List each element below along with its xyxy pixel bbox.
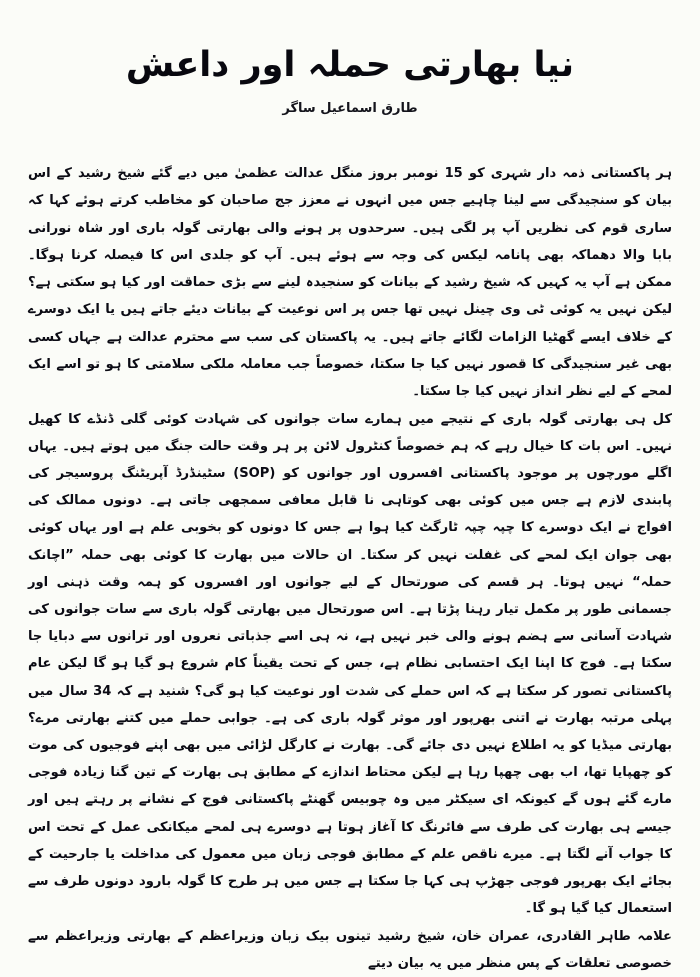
article-paragraph: علامہ طاہر القادری، عمران خان، شیخ رشید تینوں بیک زبان وزیراعظم کے بھارتی وزیراعظم سے خصوصی تعلقات کے پس منظر میں یہ بیان دیتے <box>28 928 672 972</box>
article-masthead <box>28 0 672 116</box>
article-body <box>28 160 672 977</box>
article-paragraph: ہر پاکستانی ذمہ دار شہری کو 15 نومبر بروز منگل عدالت عظمیٰ میں دیے گئے شیخ رشید کے اس بیان کو سنجیدگی سے لینا چاہیے جس میں انہوں نے معزز جج صاحبان کو مخاطب کرتے ہوئے کہا کہ ساری قوم کی نظریں آپ پر لگی ہیں۔ سرحدوں پر ہونے والی بھارتی گولہ باری اور شاہ نورانی بابا والا دھماکہ بھی پانامہ لیکس کی وجہ سے ہوئے ہیں۔ آپ کو جلدی اس کا فیصلہ کرنا ہوگا۔ ممکن ہے آپ یہ کہیں کہ شیخ رشید کے بیانات کو سنجیدہ لینے سے بڑی حماقت اور کیا ہو سکتی ہے؟ لیکن نہیں یہ کوئی ٹی وی چینل نہیں تھا جس پر اس نوعیت کے بیانات دیئے جاتے ہیں یا ایک دوسرے کے خلاف ایسے گھٹیا الزامات لگائے جاتے ہیں۔ یہ پاکستان کی سب سے محترم عدالت ہے جہاں کسی بھی غیر سنجیدگی کا قصور نہیں کیا جا سکتا، خصوصاً جب معاملہ ملکی سلامتی کا ہو تو اسے ایک لمحے کے لیے نظر انداز نہیں کیا جا سکتا۔ <box>28 166 672 399</box>
article-byline: طارق اسماعیل ساگر <box>282 100 418 116</box>
article-paragraph: کل ہی بھارتی گولہ باری کے نتیجے میں ہمارے سات جوانوں کی شہادت کوئی گلی ڈنڈے کا کھیل نہیں۔ اس بات کا خیال رہے کہ ہم خصوصاً کنٹرول لائن پر ہر وقت حالت جنگ میں ہوتے ہیں۔ یہاں اگلے مورچوں پر موجود پاکستانی افسروں اور جوانوں کو (SOP) سٹینڈرڈ آپریٹنگ پروسیجر کی پابندی لازم ہے جس میں کوئی بھی کوتاہی نا قابل معافی سمجھی جاتی ہے۔ دونوں ممالک کی افواج نے ایک دوسرے کا چپہ چپہ ٹارگٹ کیا ہوا ہے جس کا دونوں کو بخوبی علم ہے اور یہاں کوئی بھی جوان ایک لمحے کی غفلت نہیں کر سکتا۔ ان حالات میں بھارت کا کوئی بھی حملہ ”اچانک حملہ“ نہیں ہوتا۔ ہر قسم کی صورتحال کے لیے جوانوں اور افسروں کو ہمہ وقت ذہنی اور جسمانی طور پر مکمل تیار رہنا پڑتا ہے۔ اس صورتحال میں بھارتی گولہ باری سے سات جوانوں کی شہادت آسانی سے ہضم ہونے والی خبر نہیں ہے، نہ ہی اسے جذباتی نعروں اور ترانوں سے دبایا جا سکتا ہے۔ فوج کا اپنا ایک احتسابی نظام ہے، جس کے تحت یقیناً کام شروع ہو گیا ہو گا لیکن عام پاکستانی تصور کر سکتا ہے کہ اس حملے کی شدت اور نوعیت کیا ہو گی؟ شنید ہے کہ 34 سال میں پہلی مرتبہ بھارت نے اتنی بھرپور اور موثر گولہ باری کی ہے۔ جوابی حملے میں کتنے بھارتی مرے؟ بھارتی میڈیا کو یہ اطلاع نہیں دی جائے گی۔ بھارت نے کارگل لڑائی میں بھی اپنے فوجیوں کی موت کو چھپایا تھا، اب بھی چھپا رہا ہے لیکن محتاط اندازے کے مطابق ہی بھارت کے تین گنا زیادہ فوجی مارے گئے ہوں گے کیونکہ ای سیکٹر میں وہ چوبیس گھنٹے پاکستانی فوج کے نشانے پر رہتے ہیں اور جیسے ہی بھارت کی طرف سے فائرنگ کا آغاز ہوتا ہے دوسرے ہی لمحے میکانکی عمل کے تحت اس کا جواب آنے لگتا ہے۔ میرے ناقص علم کے مطابق فوجی زبان میں معمول کی مداخلت یا جارحیت کے بجائے ایک بھرپور فوجی جھڑپ ہی کہا جا سکتا ہے جس میں ہر طرح کا گولہ بارود دونوں طرف سے استعمال کیا گیا ہو گا۔ <box>28 411 672 917</box>
page-title: نیا بھارتی حملہ اور داعش <box>125 45 575 85</box>
